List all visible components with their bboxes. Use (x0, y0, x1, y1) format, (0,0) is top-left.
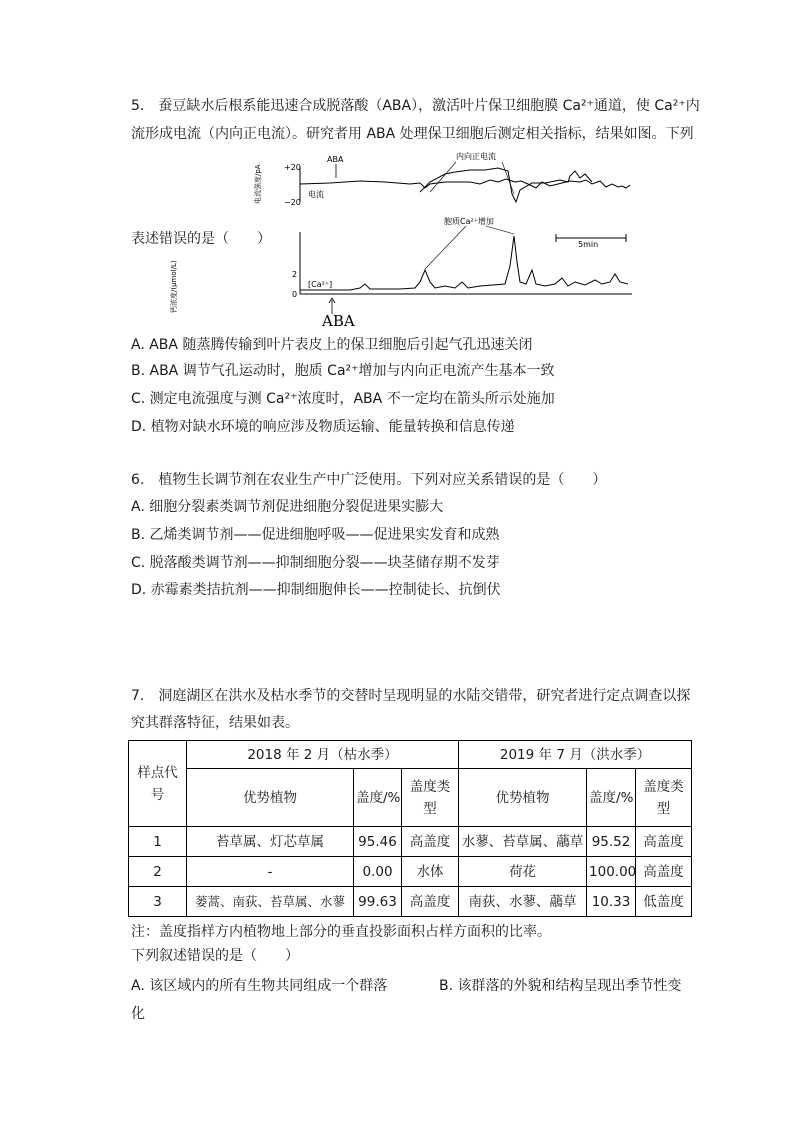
cell-type-1: 水体 (402, 857, 459, 887)
top-tick-lo: −20 (284, 198, 301, 207)
top-series-label: 电流 (308, 190, 324, 199)
q7-question: 下列叙述错误的是（ ） (131, 948, 299, 964)
cell-site: 2 (129, 857, 187, 887)
cell-type-2: 高盖度 (636, 827, 692, 857)
cell-plants-1: - (187, 857, 354, 887)
top-axis-label: 电流强度/pA (254, 164, 262, 204)
table-row (129, 887, 692, 917)
x-aba-marker-label: ABA (322, 312, 355, 330)
cell-type-2: 高盖度 (636, 857, 692, 887)
cell-plants-2: 水蓼、苔草属、虉草 (459, 827, 587, 857)
header-period-2: 2019 年 7 月（洪水季） (459, 741, 692, 769)
q5-option-a: A. ABA 随蒸腾传输到叶片表皮上的保卫细胞后引起气孔迅速关闭 (131, 337, 533, 353)
bottom-series-label: [Ca²⁺] (308, 280, 333, 289)
q7-option-b-cont: 化 (131, 1006, 145, 1022)
cell-cover-1: 95.46 (354, 827, 402, 857)
header-type-2: 盖度类型 (636, 769, 692, 827)
cell-site: 3 (129, 887, 187, 917)
top-aba-marker-label: ABA (327, 155, 344, 164)
top-annotation-pointer-a (430, 162, 456, 192)
cell-type-1: 高盖度 (402, 887, 459, 917)
q6-option-d: D. 赤霉素类拮抗剂——抑制细胞伸长——控制徒长、抗倒伏 (131, 582, 501, 598)
q6-option-c: C. 脱落酸类调节剂——抑制细胞分裂——块茎储存期不发芽 (131, 555, 500, 571)
cell-cover-2: 95.52 (587, 827, 636, 857)
top-tick-hi: +20 (284, 163, 301, 172)
header-cover-1: 盖度/% (354, 769, 402, 827)
q5-option-d: D. 植物对缺水环境的响应涉及物质运输、能量转换和信息传递 (131, 419, 515, 435)
scale-bar-label: 5min (578, 240, 599, 249)
bottom-axis-label: 钙浓度/(μmol/L) (170, 260, 178, 313)
header-period-1: 2018 年 2 月（枯水季） (187, 741, 459, 769)
cell-site: 1 (129, 827, 187, 857)
cell-cover-1: 0.00 (354, 857, 402, 887)
bottom-annotation-pointer-b (486, 226, 514, 234)
cell-plants-2: 南荻、水蓼、虉草 (459, 887, 587, 917)
cell-type-2: 低盖度 (636, 887, 692, 917)
top-current-trace-1 (300, 179, 630, 188)
bottom-annotation: 胞质Ca²⁺增加 (444, 217, 494, 226)
header-site: 样点代号 (129, 741, 187, 827)
header-plants-2: 优势植物 (459, 769, 587, 827)
q7-option-b: B. 该群落的外貌和结构呈现出季节性变 (439, 978, 682, 994)
cell-type-1: 高盖度 (402, 827, 459, 857)
bottom-tick-2: 2 (292, 270, 298, 279)
q6-stem: 6. 植物生长调节剂在农业生产中广泛使用。下列对应关系错误的是（ ） (131, 472, 607, 488)
q5-option-b: B. ABA 调节气孔运动时，胞质 Ca²⁺增加与内向正电流产生基本一致 (131, 363, 555, 379)
header-cover-2: 盖度/% (587, 769, 636, 827)
q5-stem-line2: 流形成电流（内向正电流）。研究者用 ABA 处理保卫细胞后测定相关指标，结果如图。下列 (131, 126, 694, 142)
q7-option-a: A. 该区域内的所有生物共同组成一个群落 (131, 978, 388, 994)
q7-stem-line1: 7. 洞庭湖区在洪水及枯水季节的交替时呈现明显的水陆交错带，研究者进行定点调查以探 (131, 688, 691, 704)
results-table (128, 740, 692, 917)
q7-stem-line2: 究其群落特征，结果如表。 (131, 715, 299, 731)
bottom-tick-0: 0 (292, 290, 298, 299)
q5-stem-line3: 表述错误的是（ ） (131, 231, 271, 247)
cell-plants-1: 蒌蒿、南荻、苔草属、水蓼 (187, 887, 354, 917)
table-row (129, 827, 692, 857)
cell-plants-1: 苔草属、灯芯草属 (187, 827, 354, 857)
q5-option-c: C. 测定电流强度与测 Ca²⁺浓度时，ABA 不一定均在箭头所示处施加 (131, 391, 555, 407)
top-annotation-pointer-b (502, 162, 514, 194)
cell-cover-2: 100.00 (587, 857, 636, 887)
cell-plants-2: 荷花 (459, 857, 587, 887)
bottom-annotation-pointer-a (425, 226, 466, 269)
q7-note: 注：盖度指样方内植物地上部分的垂直投影面积占样方面积的比率。 (131, 924, 551, 940)
q6-option-b: B. 乙烯类调节剂——促进细胞呼吸——促进果实发育和成熟 (131, 527, 500, 543)
cell-cover-1: 99.63 (354, 887, 402, 917)
header-type-1: 盖度类型 (402, 769, 459, 827)
table-row (129, 857, 692, 887)
cell-cover-2: 10.33 (587, 887, 636, 917)
header-plants-1: 优势植物 (187, 769, 354, 827)
top-annotation: 内向正电流 (456, 152, 496, 161)
q5-stem-line1: 5. 蚕豆缺水后根系能迅速合成脱落酸（ABA），激活叶片保卫细胞膜 Ca²⁺通道，使 Ca²⁺内 (131, 98, 700, 114)
q6-option-a: A. 细胞分裂素类调节剂促进细胞分裂促进果实膨大 (131, 499, 444, 515)
